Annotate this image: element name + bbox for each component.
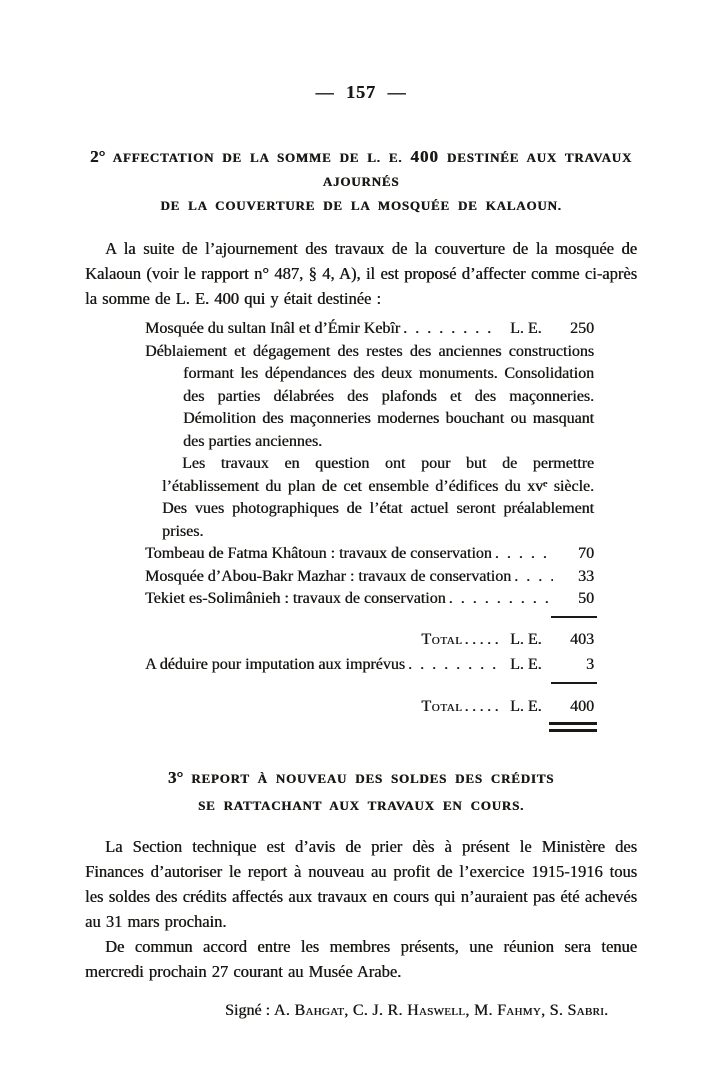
section3-heading-line2: SE RATTACHANT AUX TRAVAUX EN COURS. [197,798,525,813]
dot-leader [495,543,553,566]
budget-line-inal-kebir [145,318,594,341]
section3-heading [85,764,637,819]
dot-leader [514,566,553,589]
page-number: — 157 — [315,82,407,102]
dot-leader [449,588,553,611]
total-rule-row [145,677,594,688]
section3-body [85,834,637,984]
amount-value: 400 [570,697,594,715]
section2-intro-paragraph: A la suite de l’ajournement des travaux de la couverture de la mosquée de Kalaoun (voir le rapport n° 487, § 4, A), il est proposé d’affecter comme ci-après la somme de L. E. 400 qui y était destinée : [85,239,637,308]
signature-prefix: Signé : [225,1002,270,1019]
amount-value: 403 [570,630,594,648]
budget-desc-clearing-works: Déblaiement et dégagement des restes des anciennes constructions formant les dépendances des deux monuments. Consolidation des parties délabrées des plafonds et des maçonneries. Démolition des maçonneries modernes bouchant ou masquant des parties anciennes. [145,342,594,450]
section3-paragraph-2: De commun accord entre les membres présents, une réunion sera tenue mercredi prochain 27 courant au Musée Arabe. [85,937,637,981]
budget-line-tekiet-solimanieh [145,588,594,611]
budget-item-label: Mosquée d’Abou-Bakr Mazhar : travaux de conservation [145,567,512,585]
section3-paragraph-1: La Section technique est d’avis de prier dès à présent le Ministère des Finances d’autoriser le report à nouveau au profit de l’exercice 1915-1916 tous les soldes des crédits affectés aux travaux en cours qui n’auraient pas été achevés au 31 mars prochain. [85,837,637,931]
subtotal-rule-row [145,611,594,622]
amount-value: 3 [586,656,594,673]
signature-names: A. Bahgat, C. J. R. Haswell, M. Fahmy, S. Sabri. [273,1002,609,1019]
subtotal-row [145,629,594,652]
total-label: Total [421,630,463,648]
signature-line [85,1002,637,1020]
section3-ordinal: 3° [167,768,184,787]
sum-rule [551,682,597,684]
section3-heading-line1 [85,764,637,792]
budget-item-label: Tombeau de Fatma Khâtoun : travaux de conservation [145,545,492,562]
total-dots: ..... [464,630,502,648]
currency-label: L. E. [510,630,542,648]
section2-heading-amount: 400 [410,147,439,166]
budget-line-fatma-khatoun [145,543,594,566]
sum-rule [551,616,597,618]
currency-label: L. E. [510,320,542,337]
grand-total-rule-row [145,718,594,732]
section2-heading-text-a: AFFECTATION DE LA SOMME DE L. E. [112,150,403,165]
amount-value: 70 [578,545,594,562]
section2-heading-line2: DE LA COUVERTURE DE LA MOSQUÉE DE KALAOUN. [160,198,562,213]
section2-heading-text-b: DESTINÉE AUX TRAVAUX AJOURNÉS [322,150,633,189]
amount-value: 50 [578,590,594,607]
total-dots: ..... [464,697,502,715]
amount-value: 33 [578,567,594,585]
double-rule [549,722,597,732]
currency-label: L. E. [510,697,542,715]
budget-line-abou-bakr-mazhar [145,566,594,589]
section2-heading [85,145,637,218]
amount-value: 250 [570,320,594,337]
currency-label: L. E. [510,656,542,673]
section3-heading-text: REPORT À NOUVEAU DES SOLDES DES CRÉDITS [191,771,555,786]
budget-item-label: Tekiet es-Solimânieh : travaux de conservation [145,590,446,607]
budget-desc-works-purpose: Les travaux en question ont pour but de permettre l’établissement du plan de cet ensemble d’édifices du xvᵉ siècle. Des vues photographiques de l’état actuel seront préalablement prises. [162,455,594,540]
budget-item-label: A déduire pour imputation aux imprévus [145,656,405,673]
section2-heading-line1 [85,145,637,194]
total-row [145,696,594,719]
budget-item-label: Mosquée du sultan Inâl et d’Émir Kebîr [145,320,401,337]
dot-leader [408,654,499,677]
deduction-row [145,654,594,677]
budget-list [145,318,594,732]
total-label: Total [421,697,463,715]
section2-ordinal: 2° [89,147,106,166]
dot-leader [403,318,499,341]
